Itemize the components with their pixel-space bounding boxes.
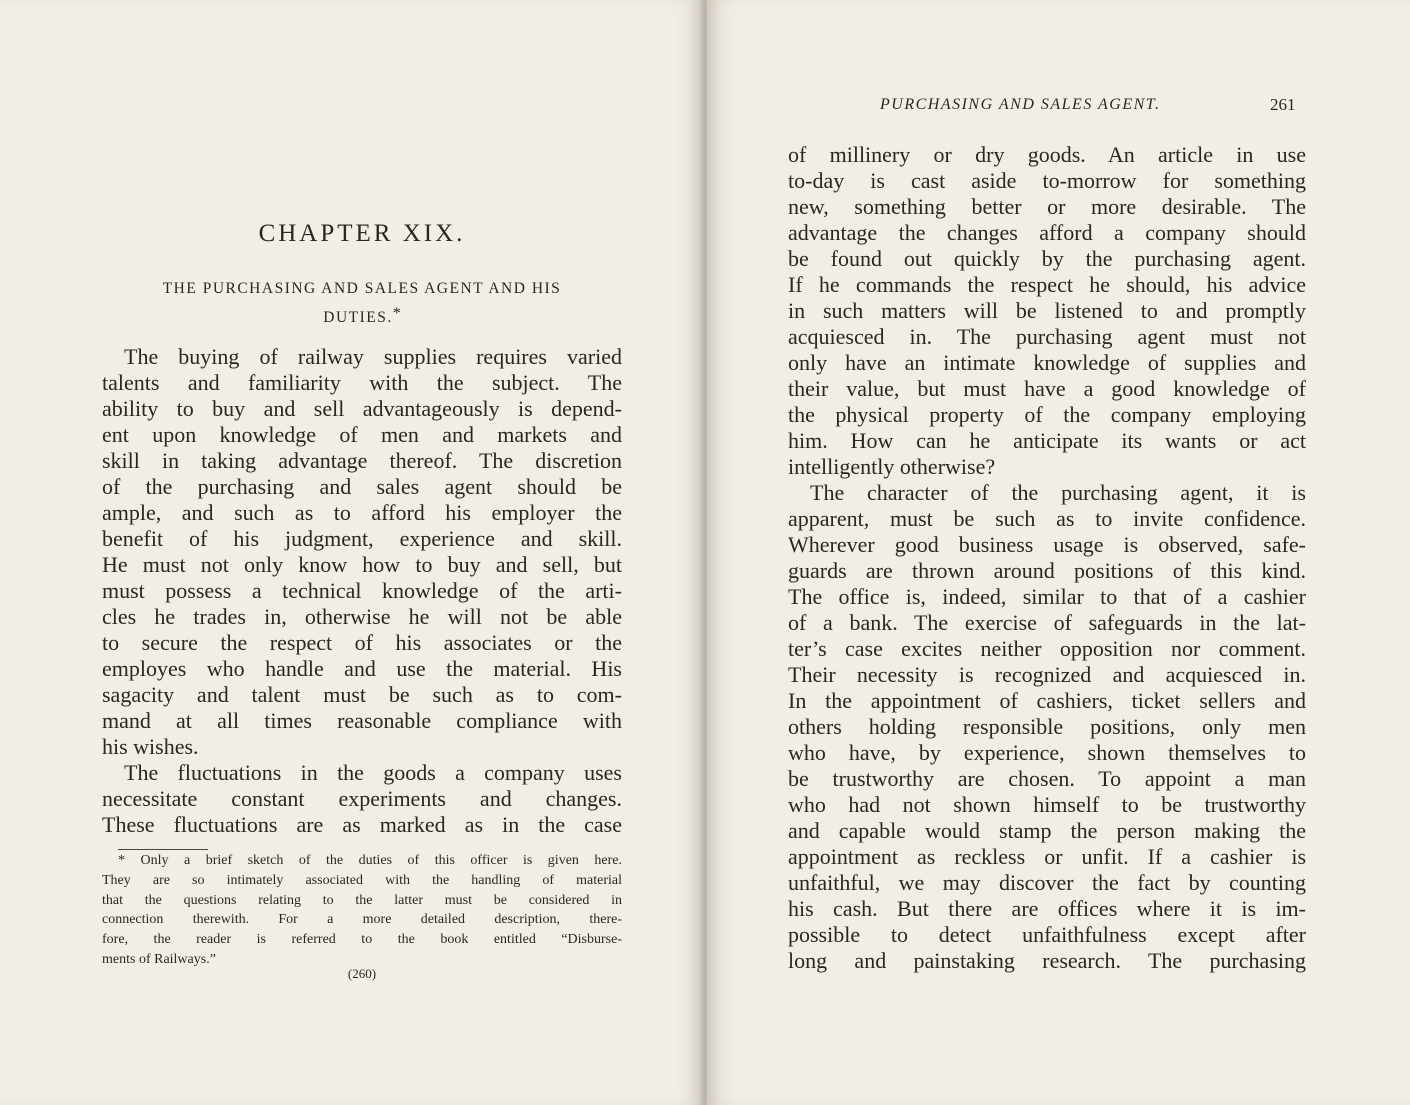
- footnote-line: fore, the reader is referred to the book entitled “Disburse-: [102, 932, 622, 948]
- footnote-line: ments of Railways.”: [102, 951, 216, 967]
- page-number: 261: [1270, 95, 1296, 114]
- text-line: him. How can he anticipate its wants or act: [788, 428, 1306, 453]
- text-line: his cash. But there are offices where it is im-: [788, 896, 1306, 921]
- text-line: of a bank. The exercise of safeguards in the lat-: [788, 610, 1306, 635]
- footnote-mark: *: [392, 305, 401, 322]
- left-body-text: [102, 344, 622, 838]
- text-line: the physical property of the company employing: [788, 402, 1306, 427]
- text-line: The buying of railway supplies requires varied: [124, 344, 622, 369]
- text-line: Their necessity is recognized and acquiesced in.: [788, 662, 1306, 687]
- text-line: ample, and such as to afford his employer the: [102, 500, 622, 525]
- text-line: He must not only know how to buy and sell, but: [102, 552, 622, 577]
- page-number: (260): [347, 966, 377, 981]
- text-line: employes who handle and use the material. His: [102, 656, 622, 681]
- text-line: Wherever good business usage is observed, safe-: [788, 532, 1306, 557]
- text-line: necessitate constant experiments and changes.: [102, 786, 622, 811]
- text-line: others holding responsible positions, only men: [788, 714, 1306, 739]
- footnote-line: * Only a brief sketch of the duties of this officer is given here.: [118, 853, 622, 868]
- text-line: intelligently otherwise?: [788, 454, 996, 479]
- text-line: ter’s case excites neither opposition nor comment.: [788, 636, 1306, 661]
- footnote-line: that the questions relating to the latter must be considered in: [102, 892, 622, 908]
- text-line: and capable would stamp the person making the: [788, 818, 1306, 843]
- left-page: [0, 0, 703, 1105]
- text-line: to-day is cast aside to-morrow for something: [788, 168, 1306, 193]
- footnote: [102, 851, 622, 970]
- text-line: skill in taking advantage thereof. The discretion: [102, 448, 622, 473]
- chapter-subtitle: [102, 276, 622, 330]
- text-line: advantage the changes afford a company should: [788, 220, 1306, 245]
- footnote-rule: [118, 849, 208, 850]
- text-line: only have an intimate knowledge of supplies and: [788, 350, 1306, 375]
- text-line: must possess a technical knowledge of the arti-: [102, 578, 622, 603]
- text-line: long and painstaking research. The purchasing: [788, 948, 1306, 973]
- text-line: The fluctuations in the goods a company uses: [124, 760, 622, 785]
- text-line: cles he trades in, otherwise he will not be able: [102, 604, 622, 629]
- chapter-title: CHAPTER XIX.: [258, 220, 466, 247]
- text-line: The office is, indeed, similar to that of a cashier: [788, 584, 1306, 609]
- text-line: unfaithful, we may discover the fact by counting: [788, 870, 1306, 895]
- footnote-line: They are so intimately associated with the handling of material: [102, 872, 622, 888]
- text-line: of the purchasing and sales agent should be: [102, 474, 622, 499]
- text-line: be trustworthy are chosen. To appoint a man: [788, 766, 1306, 791]
- text-line: These fluctuations are as marked as in the case: [102, 812, 622, 837]
- text-line: benefit of his judgment, experience and skill.: [102, 526, 622, 551]
- text-line: mand at all times reasonable compliance with: [102, 708, 622, 733]
- text-line: in such matters will be listened to and promptly: [788, 298, 1306, 323]
- subtitle-line: THE PURCHASING AND SALES AGENT AND HIS: [162, 280, 562, 297]
- text-line: acquiesced in. The purchasing agent must not: [788, 324, 1306, 349]
- text-line: talents and familiarity with the subject. The: [102, 370, 622, 395]
- text-line: their value, but must have a good knowledge of: [788, 376, 1306, 401]
- text-line: guards are thrown around positions of this kind.: [788, 558, 1306, 583]
- text-line: his wishes.: [102, 734, 199, 759]
- text-line: ability to buy and sell advantageously is depend-: [102, 396, 622, 421]
- text-line: be found out quickly by the purchasing agent.: [788, 246, 1306, 271]
- running-head: PURCHASING AND SALES AGENT.: [880, 96, 1161, 113]
- text-line: sagacity and talent must be such as to com-: [102, 682, 622, 707]
- subtitle-line-text: DUTIES.: [323, 309, 393, 326]
- text-line: If he commands the respect he should, his advice: [788, 272, 1306, 297]
- text-line: The character of the purchasing agent, it is: [810, 480, 1306, 505]
- text-line: apparent, must be such as to invite confidence.: [788, 506, 1306, 531]
- text-line: appointment as reckless or unfit. If a cashier is: [788, 844, 1306, 869]
- text-line: ent upon knowledge of men and markets and: [102, 422, 622, 447]
- text-line: of millinery or dry goods. An article in use: [788, 142, 1306, 167]
- right-body-text: [788, 142, 1306, 974]
- text-line: possible to detect unfaithfulness except after: [788, 922, 1306, 947]
- text-line: who have, by experience, shown themselves to: [788, 740, 1306, 765]
- text-line: who had not shown himself to be trustworthy: [788, 792, 1306, 817]
- subtitle-line: [102, 301, 622, 330]
- text-line: In the appointment of cashiers, ticket sellers and: [788, 688, 1306, 713]
- text-line: to secure the respect of his associates or the: [102, 630, 622, 655]
- footnote-line: connection therewith. For a more detailed description, there-: [102, 912, 622, 928]
- text-line: new, something better or more desirable. The: [788, 194, 1306, 219]
